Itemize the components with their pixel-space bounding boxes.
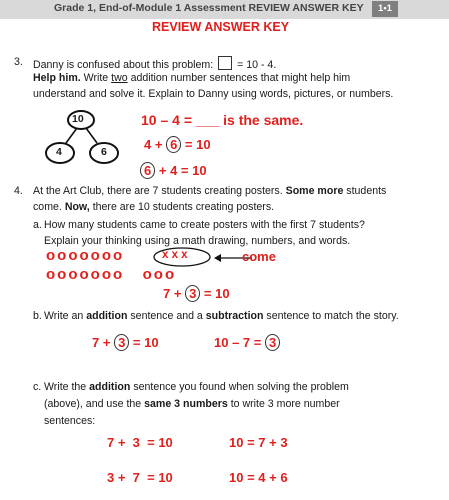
q4b-eq2-start: 10 – 7 = (214, 335, 262, 350)
q3-line1-text: Danny is confused about this problem: (33, 59, 214, 71)
q3-line2-text-b: addition number sentences that might help him (130, 72, 351, 84)
q3-eq1-circled: 6 (166, 136, 181, 153)
q3-help-him: Help him. (33, 72, 81, 84)
q4b-text-a: Write an (44, 310, 84, 322)
q3-line1-equation: = 10 - 4. (237, 59, 277, 71)
q4b-subtraction: subtraction (205, 310, 264, 322)
q4b-eq1-end: = 10 (132, 335, 159, 350)
q3-eq2-circled: 6 (140, 162, 155, 179)
q3-eq2-end: + 4 = 10 (158, 163, 207, 178)
q4c-equation-1: 7 + 3 = 10 (107, 435, 173, 450)
header-title: Grade 1, End-of-Module 1 Assessment REVIEW ANSWER KEY (54, 2, 364, 14)
q4-line1-text: At the Art Club, there are 7 students creating posters. (33, 185, 283, 197)
q4b-eq2-circled: 3 (265, 334, 280, 351)
q3-two: two (111, 72, 128, 84)
q4a-line2: Explain your thinking using a math drawing, numbers, and words. (44, 235, 351, 247)
q3-answer-heading-b: ___ is the same. (195, 112, 304, 128)
q4-line1-end: students (346, 185, 387, 197)
q4c-equation-4: 10 = 4 + 6 (229, 470, 288, 485)
q4-line2-end: there are 10 students creating posters. (92, 201, 275, 213)
q3-line2-text-a: Write (83, 72, 109, 84)
q4b-text (44, 310, 399, 322)
q4b-addition: addition (86, 310, 128, 322)
q4c-line1-b: sentence you found when solving the problem (133, 381, 349, 393)
q4-line2-start: come. (33, 201, 62, 213)
module-badge: 1•1 (372, 1, 398, 17)
bond-whole: 10 (72, 113, 84, 125)
q4c-equation-3: 3 + 7 = 10 (107, 470, 173, 485)
q4c-same-numbers: same 3 numbers (144, 398, 228, 410)
q4c-line2-b: to write 3 more number (230, 398, 340, 410)
q3-eq1-start: 4 + (144, 137, 163, 152)
q4c-label: c. (33, 381, 42, 393)
q4c-addition: addition (89, 381, 131, 393)
q3-number: 3. (14, 56, 23, 68)
q4b-eq1-start: 7 + (92, 335, 111, 350)
q4b-text-c: sentence to match the story. (266, 310, 399, 322)
q4b-label: b. (33, 310, 42, 322)
come-label: come (242, 249, 276, 264)
q4-now: Now, (64, 201, 90, 213)
circles-row-1: ooooooo (46, 247, 125, 264)
q4a-eq-end: = 10 (203, 286, 230, 301)
q4a-eq-circled: 3 (185, 285, 200, 302)
q3-eq1-end: = 10 (184, 137, 211, 152)
q4c-line1 (44, 381, 349, 393)
q4a-equation (163, 285, 230, 302)
q4b-addition-equation (92, 334, 159, 351)
q4b-eq1-circled: 3 (114, 334, 129, 351)
q4c-line2 (44, 398, 340, 410)
bond-part-right: 6 (101, 146, 107, 158)
bond-part-left: 4 (56, 146, 62, 158)
q3-answer-heading-a: 10 – 4 = (141, 112, 192, 128)
q4b-subtraction-equation (214, 334, 280, 351)
q4c-line3: sentences: (44, 415, 96, 427)
circles-row-2: ooooooo ooo (46, 266, 177, 283)
q4-some-more: Some more (285, 185, 344, 197)
q4a-label: a. (33, 219, 42, 231)
xs-mark: x x x (162, 249, 188, 261)
q3-line3: understand and solve it. Explain to Danny using words, pictures, or numbers. (33, 88, 394, 100)
answer-key-title: REVIEW ANSWER KEY (152, 20, 290, 34)
q4c-line2-a: (above), and use the (44, 398, 142, 410)
q4a-eq-start: 7 + (163, 286, 182, 301)
q4b-text-b: sentence and a (130, 310, 203, 322)
q4-number: 4. (14, 185, 23, 197)
q4a-line1: How many students came to create posters with the first 7 students? (44, 219, 365, 231)
q4c-equation-2: 10 = 7 + 3 (229, 435, 288, 450)
q4c-line1-a: Write the (44, 381, 87, 393)
